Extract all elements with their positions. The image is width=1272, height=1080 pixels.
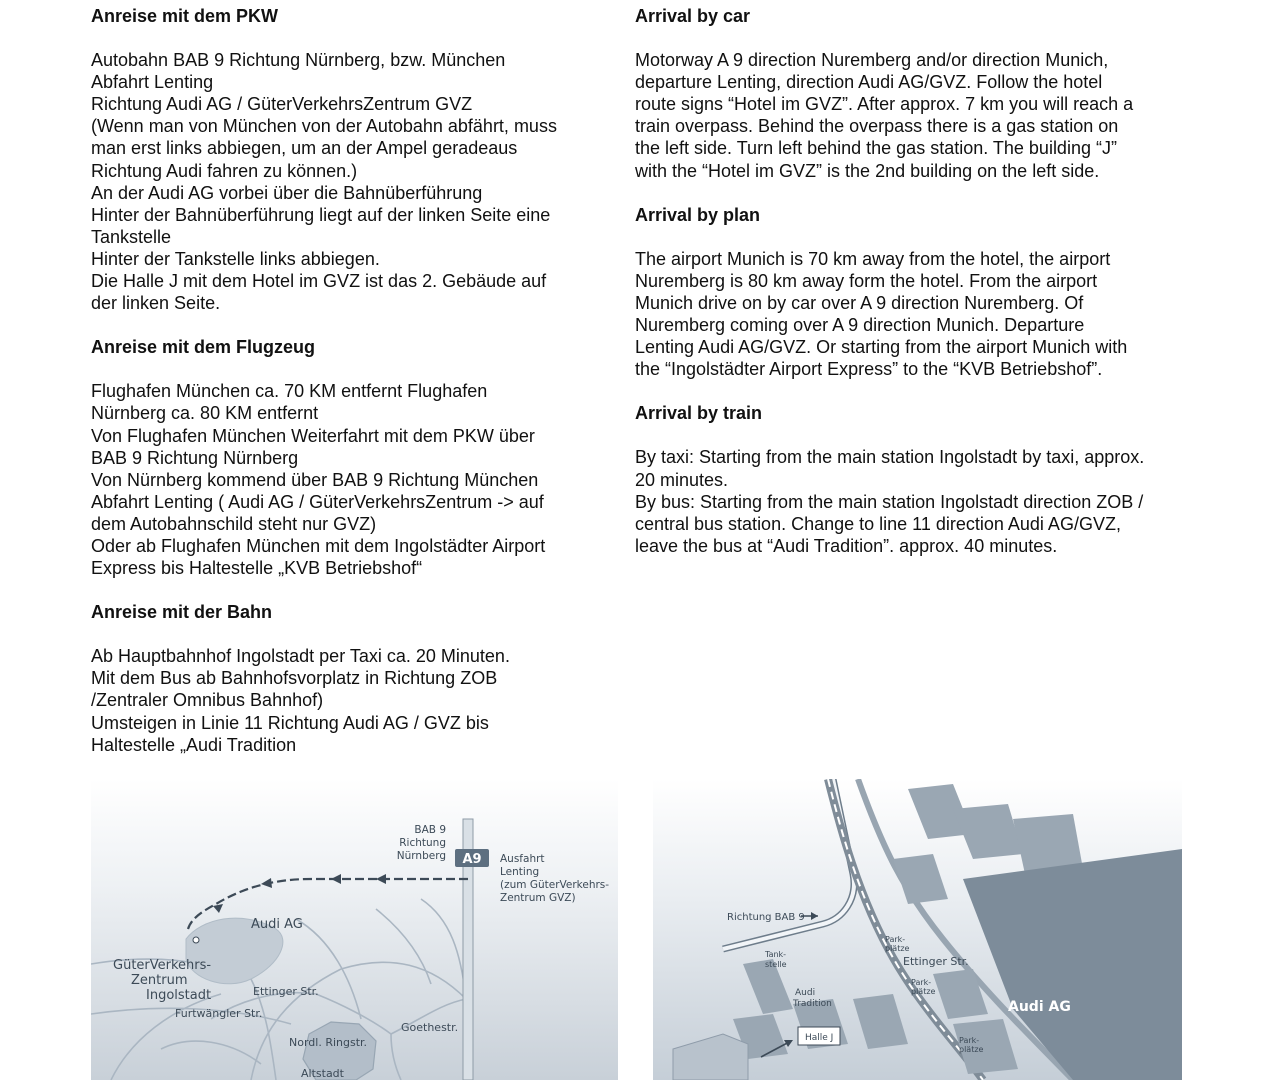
section-heading: Anreise mit dem Flugzeug (91, 337, 316, 358)
text-line: The airport Munich is 70 km away from the hotel, the airport (635, 248, 1111, 269)
section-heading: Arrival by train (635, 403, 763, 424)
text-line: Haltestelle „Audi Tradition (91, 734, 297, 755)
section-body (91, 49, 601, 314)
label-park1-2: plätze (885, 944, 910, 953)
text-line: route signs “Hotel im GVZ”. After approx. 7 km you will reach a (635, 94, 1134, 115)
overview-map (91, 779, 618, 1080)
section-body (91, 645, 601, 755)
section-heading: Arrival by plan (635, 204, 761, 225)
text-line: (Wenn man von München von der Autobahn abfährt, muss (91, 116, 557, 137)
text-line: Hinter der Tankstelle links abbiegen. (91, 248, 380, 269)
section-car-de (91, 5, 601, 314)
label-gvz-1: GüterVerkehrs- (113, 958, 212, 973)
text-line: the left side. Turn left behind the gas station. The building “J” (635, 138, 1117, 159)
text-line: central bus station. Change to line 11 direction Audi AG/GVZ, (635, 513, 1121, 534)
label-gvz-2: Zentrum (131, 973, 188, 988)
label-park3-1: Park- (959, 1036, 980, 1045)
text-line: Motorway A 9 direction Nuremberg and/or direction Munich, (635, 50, 1109, 71)
label-exit-2: Lenting (500, 866, 540, 878)
text-line: der linken Seite. (91, 293, 221, 314)
text-line: departure Lenting, direction Audi AG/GVZ. Follow the hotel (635, 72, 1103, 93)
text-line: Oder ab Flughafen München mit dem Ingolstädter Airport (91, 535, 546, 556)
english-column (635, 5, 1190, 579)
text-line: Tankstelle (91, 226, 172, 247)
label-exit-3: (zum GüterVerkehrs- (500, 879, 610, 891)
text-line: 20 minutes. (635, 469, 729, 490)
text-line: with the “Hotel im GVZ” is the 2nd building on the left side. (635, 160, 1100, 181)
text-line: /Zentraler Omnibus Bahnhof) (91, 690, 324, 711)
text-line: dem Autobahnschild steht nur GVZ) (91, 513, 377, 534)
label-exit-4: Zentrum GVZ) (500, 892, 576, 904)
text-line: Ab Hauptbahnhof Ingolstadt per Taxi ca. 20 Minuten. (91, 646, 510, 667)
section-car-en (635, 5, 1190, 182)
section-body (635, 248, 1190, 381)
label-goethe: Goethestr. (401, 1021, 459, 1034)
section-train-en (635, 402, 1190, 557)
label-park2-1: Park- (911, 978, 932, 987)
label-bab9-3: Nürnberg (396, 850, 446, 862)
label-tank-2: stelle (765, 960, 787, 969)
text-line: Richtung Audi AG / GüterVerkehrsZentrum GVZ (91, 94, 473, 115)
label-park3-2: plätze (959, 1045, 984, 1054)
label-gvz-3: Ingolstadt (146, 988, 212, 1003)
text-line: Abfahrt Lenting ( Audi AG / GüterVerkehrsZentrum -> auf (91, 491, 544, 512)
label-furtwaengler: Furtwängler Str. (175, 1007, 263, 1020)
label-park2-2: plätze (911, 987, 936, 996)
a9-shield-label: A9 (462, 852, 482, 867)
hotel-marker (193, 937, 199, 943)
label-audi-ag: Audi AG (1008, 999, 1071, 1015)
german-column (91, 5, 601, 778)
label-ettinger: Ettinger Str. (253, 985, 319, 998)
label-ring: Nordl. Ringstr. (289, 1036, 368, 1049)
section-plan-en (635, 204, 1190, 381)
text-line: Richtung Audi fahren zu können.) (91, 160, 358, 181)
text-line: By bus: Starting from the main station Ingolstadt direction ZOB / (635, 491, 1144, 512)
section-heading: Anreise mit dem PKW (91, 6, 279, 26)
text-line: Nuremberg coming over A 9 direction Munich. Departure (635, 315, 1085, 336)
text-line: By taxi: Starting from the main station Ingolstadt by taxi, approx. (635, 447, 1145, 468)
section-heading: Arrival by car (635, 6, 751, 26)
text-line: the “Ingolstädter Airport Express” to the “KVB Betriebshof”. (635, 359, 1103, 380)
text-line: leave the bus at “Audi Tradition”. approx. 40 minutes. (635, 535, 1058, 556)
label-exit-1: Ausfahrt (500, 853, 545, 865)
overview-map-graphic (91, 779, 618, 1080)
text-line: Die Halle J mit dem Hotel im GVZ ist das 2. Gebäude auf (91, 271, 547, 292)
text-line: Mit dem Bus ab Bahnhofsvorplatz in Richtung ZOB (91, 668, 498, 689)
label-audi-ag: Audi AG (251, 917, 303, 932)
text-line: Abfahrt Lenting (91, 72, 214, 93)
text-line: Express bis Haltestelle „KVB Betriebshof“ (91, 558, 423, 579)
text-line: Nürnberg ca. 80 KM entfernt (91, 403, 319, 424)
text-line: Munich drive on by car over A 9 direction Nuremberg. Of (635, 292, 1084, 313)
section-plane-de (91, 336, 601, 579)
text-line: Lenting Audi AG/GVZ. Or starting from the airport Munich with (635, 337, 1128, 358)
detail-map (653, 779, 1182, 1080)
label-tradition-1: Audi (795, 988, 816, 998)
detail-map-graphic (653, 779, 1182, 1080)
label-bab9-2: Richtung (399, 837, 446, 849)
text-line: BAB 9 Richtung Nürnberg (91, 447, 299, 468)
section-body (635, 49, 1190, 182)
label-tradition-2: Tradition (793, 999, 832, 1009)
text-line: Nuremberg is 80 km away form the hotel. From the airport (635, 270, 1098, 291)
label-altstadt: Altstadt (301, 1067, 344, 1080)
label-bab9: Richtung BAB 9 (727, 912, 805, 923)
section-body (635, 446, 1190, 556)
section-train-de (91, 601, 601, 756)
text-line: An der Audi AG vorbei über die Bahnüberführung (91, 182, 483, 203)
label-halle-j: Halle J (805, 1033, 834, 1043)
text-line: Autobahn BAB 9 Richtung Nürnberg, bzw. München (91, 50, 506, 71)
text-line: train overpass. Behind the overpass there is a gas station on (635, 116, 1119, 137)
label-ettinger: Ettinger Str. (903, 955, 969, 968)
text-line: Hinter der Bahnüberführung liegt auf der linken Seite eine (91, 204, 551, 225)
section-heading: Anreise mit der Bahn (91, 602, 273, 623)
label-bab9-1: BAB 9 (414, 824, 446, 836)
label-park1-1: Park- (885, 935, 906, 944)
text-line: Flughafen München ca. 70 KM entfernt Flughafen (91, 381, 488, 402)
text-line: Umsteigen in Linie 11 Richtung Audi AG / GVZ bis (91, 712, 489, 733)
text-line: Von Nürnberg kommend über BAB 9 Richtung München (91, 469, 539, 490)
text-line: Von Flughafen München Weiterfahrt mit dem PKW über (91, 425, 535, 446)
section-body (91, 380, 601, 579)
label-tank-1: Tank- (765, 950, 787, 959)
text-line: man erst links abbiegen, um an der Ampel geradeaus (91, 138, 518, 159)
